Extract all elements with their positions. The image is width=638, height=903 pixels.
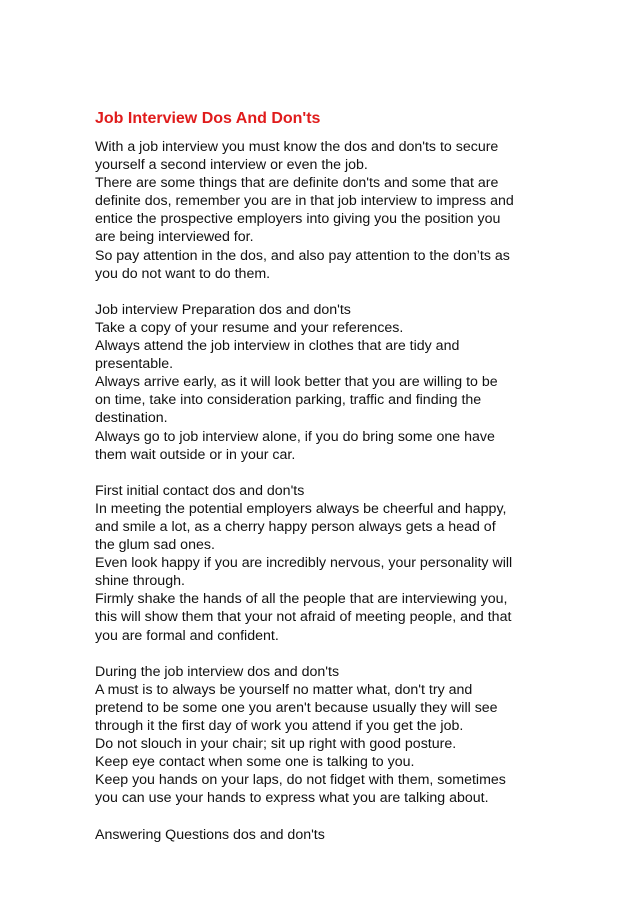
text-line: you are formal and confident. <box>95 627 279 644</box>
text-line: definite dos, remember you are in that job interview to impress and <box>95 193 514 210</box>
text-line: through it the first day of work you attend if you get the job. <box>95 718 464 734</box>
text-line: Even look happy if you are incredibly nervous, your personality will <box>95 555 513 572</box>
text-line: entice the prospective employers into giving you the position you <box>95 211 501 228</box>
text-line: presentable. <box>95 356 174 373</box>
text-line: them wait outside or in your car. <box>95 446 296 463</box>
text-line: So pay attention in the dos, and also pay attention to the don’ts as <box>95 247 510 264</box>
text-line: Always arrive early, as it will look better that you are willing to be <box>95 374 498 391</box>
text-line: yourself a second interview or even the job. <box>95 157 368 174</box>
paragraph-gap <box>95 645 555 663</box>
text-line: During the job interview dos and don'ts <box>95 663 340 680</box>
text-line: you do not want to do them. <box>95 265 271 282</box>
document-body <box>95 109 555 844</box>
text-line: In meeting the potential employers always be cheerful and happy, <box>95 500 507 517</box>
text-line: Job interview Preparation dos and don'ts <box>95 301 351 318</box>
text-line: this will show them that your not afraid of meeting people, and that <box>95 609 512 626</box>
text-line: Firmly shake the hands of all the people that are interviewing you, <box>95 591 508 608</box>
text-line: There are some things that are definite don'ts and some that are <box>95 175 499 192</box>
text-line: on time, take into consideration parking, traffic and finding the <box>95 392 482 409</box>
text-line: With a job interview you must know the dos and don'ts to secure <box>95 139 499 155</box>
text-line: A must is to always be yourself no matter what, don't try and <box>95 681 473 698</box>
document-title: Job Interview Dos And Don'ts <box>95 110 321 127</box>
text-line: destination. <box>95 410 168 427</box>
text-line: First initial contact dos and don'ts <box>95 482 305 499</box>
text-line: Take a copy of your resume and your references. <box>95 319 404 336</box>
text-line: you can use your hands to express what you are talking about. <box>95 790 489 807</box>
text-line: Do not slouch in your chair; sit up right with good posture. <box>95 736 457 753</box>
text-line: shine through. <box>95 573 185 590</box>
text-line: Keep eye contact when some one is talking to you. <box>95 754 415 771</box>
text-line: Always go to job interview alone, if you do bring some one have <box>95 428 495 445</box>
text-line: Always attend the job interview in clothes that are tidy and <box>95 338 460 355</box>
text-line: the glum sad ones. <box>95 537 215 554</box>
text-line: and smile a lot, as a cherry happy person always gets a head of <box>95 518 496 535</box>
text-line: are being interviewed for. <box>95 229 254 246</box>
document-text <box>95 138 555 844</box>
paragraph-gap <box>95 464 555 482</box>
text-line: Answering Questions dos and don'ts <box>95 826 325 843</box>
paragraph-gap <box>95 807 555 825</box>
text-line: pretend to be some one you aren't because usually they will see <box>95 699 498 716</box>
paragraph-gap <box>95 283 555 301</box>
text-line: Keep you hands on your laps, do not fidget with them, sometimes <box>95 772 506 789</box>
